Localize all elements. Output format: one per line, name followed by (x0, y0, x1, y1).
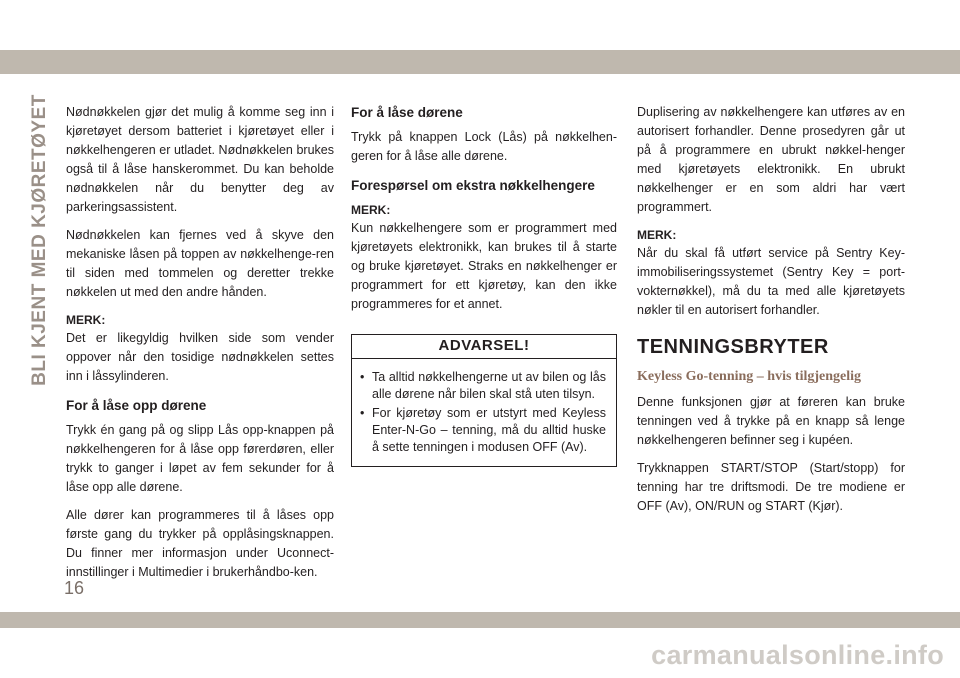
note-text: Kun nøkkelhengere som er programmert med kjøretøyets elektronikk, kan brukes til å starte og bruke kjøretøyet. Straks en nøkkelhenger er programmert for ett kjøretøy, kan den ikke programmeres for et annet. (351, 221, 617, 311)
note-label: MERK: (351, 203, 391, 217)
warning-list (360, 369, 606, 456)
paragraph: Trykk én gang på og slipp Lås opp-knappen på nøkkelhengeren for å låse opp førerdøren, eller trykk to ganger i løpet av fem sekunder for å låse opp alle dørene. (66, 423, 334, 494)
note-label: MERK: (637, 228, 677, 242)
paragraph: Alle dører kan programmeres til å låses opp første gang du trykker på opplåsingsknappen. Du finner mer informasjon under Uconnect-innstillinger i Multimedier i brukerhåndbo-ken. (66, 508, 334, 579)
subheading-keyless-go: Keyless Go-tenning – hvis tilgjengelig (637, 369, 861, 384)
column-3 (637, 103, 905, 525)
note-label: MERK: (66, 313, 106, 327)
column-2 (351, 103, 617, 467)
chapter-side-title-text: BLI KJENT MED KJØRETØYET (29, 94, 50, 386)
top-decorative-band (0, 50, 960, 74)
column-1 (66, 103, 334, 591)
paragraph: Trykk på knappen Lock (Lås) på nøkkelhen-geren for å låse alle dørene. (351, 130, 617, 163)
paragraph: Trykknappen START/STOP (Start/stopp) for tenning har tre driftsmodi. De tre modiene er OFF (Av), ON/RUN og START (Kjør). (637, 461, 905, 513)
note-text: Det er likegyldig hvilken side som vender oppover når den tosidige nødnøkkelen settes inn i låssylinderen. (66, 331, 334, 383)
warning-box (351, 334, 617, 467)
chapter-side-title (29, 94, 50, 386)
note-text: Når du skal få utført service på Sentry Key-immobiliseringssystemet (Sentry Key = port-vokternøkkel), må du ta med alle kjøretøyets nøkler til en autorisert forhandler. (637, 246, 905, 317)
warning-item: • Ta alltid nøkkelhengerne ut av bilen og lås alle dørene når bilen skal stå uten tilsyn. (360, 369, 606, 403)
paragraph: Nødnøkkelen kan fjernes ved å skyve den mekaniske låsen på toppen av nøkkelhenge-ren til siden med tommelen og deretter trekke nøkkelen ut med den andre hånden. (66, 228, 334, 299)
warning-item: • For kjøretøy som er utstyrt med Keyless Enter-N-Go – tenning, må du alltid huske å sette tenningen i modusen OFF (Av). (360, 405, 606, 456)
paragraph: Duplisering av nøkkelhengere kan utføres av en autorisert forhandler. Denne prosedyren går ut på å programmere en ubrukt nøkkel-henger med kjøretøyets elektronikk. En ubrukt nøkkelhenger er en som aldri har vært programmert. (637, 105, 905, 214)
bottom-decorative-band (0, 612, 960, 628)
section-title-ignition: TENNINGSBRYTER (637, 336, 829, 358)
paragraph: Nødnøkkelen gjør det mulig å komme seg inn i kjøretøyet dersom batteriet i kjøretøyet eller i nøkkelhengeren er utladet. Nødnøkkelen brukes også til å låse hanskerommet. Du kan beholde nødnøkkelen når du benytter deg av parkeringsassistent. (66, 105, 334, 214)
heading-unlock-doors: For å låse opp dørene (66, 398, 207, 413)
warning-title: ADVARSEL! (352, 335, 616, 359)
watermark: carmanualsonline.info (651, 640, 944, 670)
paragraph: Denne funksjonen gjør at føreren kan bruke tenningen ved å trykke på en knapp så lenge nøkkelhengeren befinner seg i kupéen. (637, 395, 905, 447)
page-number: 16 (64, 578, 85, 598)
heading-extra-key-fobs: Forespørsel om ekstra nøkkelhengere (351, 178, 595, 193)
heading-lock-doors: For å låse dørene (351, 105, 463, 120)
